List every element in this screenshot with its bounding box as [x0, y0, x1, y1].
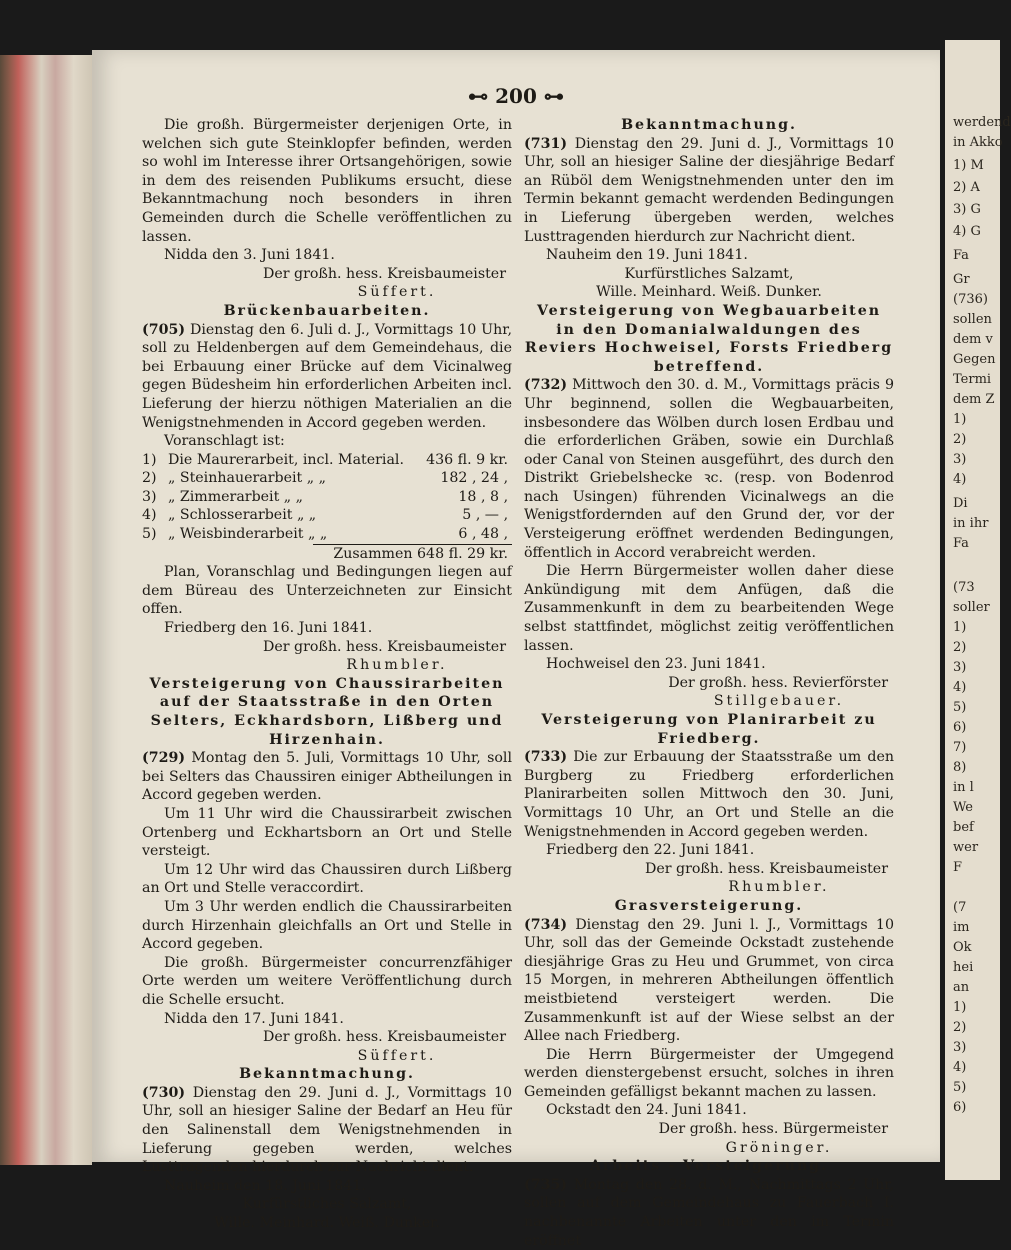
next-page-edge	[945, 40, 1011, 1180]
next-page-fragment: 3)	[953, 1040, 967, 1055]
next-page-fragment: 1)	[953, 412, 967, 427]
next-page-fragment: (73	[953, 580, 975, 595]
next-page-fragment: 8)	[953, 760, 967, 775]
next-page-fragment: 3)	[953, 660, 967, 675]
notice-signature-title: Der großh. hess. Kreisbaumeister	[644, 860, 888, 877]
notice-number-705: (705)	[142, 321, 186, 338]
next-page-fragment: im	[953, 920, 970, 935]
notice-number-734: (734)	[524, 916, 568, 933]
next-page-fragment: bef	[953, 820, 974, 835]
notice-heading-733: Versteigerung von Planirarbeit zu Friedberg.	[541, 712, 877, 747]
notice-signature-title: Der großh. hess. Kreisbaumeister	[262, 265, 506, 282]
notice-heading-734: Grasversteigerung.	[614, 897, 804, 914]
next-page-fragment: 4) G	[953, 224, 981, 239]
notice-text-730: Dienstag den 29. Juni d. J., Vormittags 10 Uhr, soll an hiesiger Saline der Bedarf an Heu für den Salinenstall dem Wenigstnehmenden in Lieferung gegeben werden, welches Lusttragenden hierdurch zur Nachricht dient.	[142, 1084, 512, 1176]
notice-heading-732: Versteigerung von Wegbauarbeiten in den Domanialwaldungen des Reviers Hochweisel, Forsts Friedberg betreffend.	[524, 302, 894, 375]
next-page-fragment: 2)	[953, 432, 967, 447]
notice-heading-735: Arbeits - Versteigerung.	[589, 1158, 829, 1175]
next-page-fragment: 4)	[953, 1060, 967, 1075]
next-page-fragment: 2) A	[953, 180, 980, 195]
notice-heading-705: Brückenbauarbeiten.	[223, 302, 431, 319]
notice-signature-name: Süffert.	[357, 284, 437, 301]
next-page-fragment: soller	[953, 600, 990, 615]
notice-place-date: Hochweisel den 23. Juni 1841.	[546, 656, 766, 673]
notice-signature-title: Der großh. hess. Bürgermeister	[658, 1121, 888, 1138]
next-page-fragment: Termi	[953, 372, 992, 387]
estimate-intro: Voranschlagt ist:	[164, 433, 285, 450]
next-page-fragment: 4)	[953, 680, 967, 695]
notice-text-705: Dienstag den 6. Juli d. J., Vormittags 10 Uhr, soll zu Heldenbergen auf dem Gemeindehaus, die bei Erbauung einer Brücke auf dem Vicinalweg gegen Büdesheim hin erforderlichen Arbeiten incl. Lieferung der hierzu nöthigen Materialien an die Wenigstnehmenden in Accord gegeben werden.	[142, 321, 512, 431]
next-page-fragment: Di	[953, 496, 968, 511]
estimate-item: 5) „ Weisbinderarbeit „ „ 6 ‚ 48 ‚	[142, 526, 508, 543]
next-page-fragment: wer	[953, 840, 979, 855]
notice-text-735: Montag den 28. d. M., Nachmittags 2 Uhr, sollen auf dem Gemeindehaus zu Fauerbach I. nachbenannte Arbeiten unter den im Termin eröffnet	[524, 1176, 895, 1249]
next-page-fragment: hei	[953, 960, 974, 975]
next-page-fragment: 6)	[953, 720, 967, 735]
notice-text-731: Dienstag den 29. Juni d. J., Vormittags 10 Uhr, soll an hiesiger Saline der diesjährige Bedarf an Rüböl dem Wenigstnehmenden unter den im Termin bekannt gemacht werdenden Bedingungen in Lieferung übergeben werden, welches Lusttragenden hierdurch zur Nachricht dient.	[524, 135, 894, 245]
next-page-fragment: (7	[953, 900, 967, 915]
next-page-fragment: 3)	[953, 452, 967, 467]
notice-number-735: (735)	[524, 1176, 568, 1193]
notice-number-729: (729)	[142, 750, 186, 767]
next-page-fragment: 1)	[953, 620, 967, 635]
notice-signature-name: Wille. Meinhard. Weiß. Dunker.	[214, 1215, 440, 1232]
notice-number-730: (730)	[142, 1084, 186, 1101]
notice-signature-name: Stillgebauer.	[713, 693, 845, 710]
notice-text: Um 3 Uhr werden endlich die Chaussirarbeiten durch Hirzenhain gleichfalls an Ort und Stelle in Accord gegeben.	[142, 898, 512, 953]
next-page-fragment: sollen	[953, 312, 992, 327]
next-page-fragment: 1)	[953, 1000, 967, 1015]
notice-place-date: Nidda den 3. Juni 1841.	[164, 247, 335, 264]
right-column	[524, 116, 894, 1250]
next-page-fragment: 7)	[953, 740, 967, 755]
next-page-fragment: 3) G	[953, 202, 981, 217]
next-page-fragment: 6)	[953, 1100, 967, 1115]
notice-signature-name: Gröninger.	[725, 1139, 833, 1156]
next-page-fragment: in Akko	[953, 135, 1003, 150]
book-edge-left	[0, 55, 92, 1165]
next-page-fragment: 5)	[953, 700, 967, 715]
notice-number-731: (731)	[524, 135, 568, 152]
notice-text-729: Montag den 5. Juli, Vormittags 10 Uhr, soll bei Selters das Chaussiren einiger Abtheilungen in Accord gegeben werden.	[142, 750, 512, 804]
notice-place-date: Nauheim den 19. Juni 1841.	[546, 247, 748, 264]
estimate-item: 1) Die Maurerarbeit, incl. Material. 436 fl. 9 kr.	[142, 451, 508, 468]
next-page-fragment: Ok	[953, 940, 972, 955]
notice-signature-title: Der großh. hess. Kreisbaumeister	[262, 1029, 506, 1046]
page-number: ⊷ 200 ⊶	[468, 84, 564, 108]
notice-text-plan: Plan, Voranschlag und Bedingungen liegen auf dem Büreau des Unterzeichneten zur Einsicht offen.	[142, 564, 512, 618]
notice-number-732: (732)	[524, 377, 568, 394]
notice-heading-729: Versteigerung von Chaussirarbeiten auf der Staatsstraße in den Orten Selters, Eckhardsborn, Lißberg und Hirzenhain.	[149, 675, 505, 748]
notice-place-date: Nidda den 17. Juni 1841.	[164, 1010, 344, 1027]
notice-signature-name: Rhumbler.	[346, 657, 448, 674]
notice-signature-title: Kurfürstliches Salzamt,	[242, 1196, 412, 1213]
next-page-fragment: 5)	[953, 1080, 967, 1095]
notice-text: Um 12 Uhr wird das Chaussiren durch Lißberg an Ort und Stelle veraccordirt.	[142, 861, 512, 897]
notice-text-734: Dienstag den 29. Juni l. J., Vormittags 10 Uhr, soll das der Gemeinde Ockstadt zustehende diesjährige Gras zu Heu und Grummet, von circa 15 Morgen, in mehreren Abtheilungen öffentlich meistbietend versteigert werden. Die Zusammenkunft ist auf der Wiese selbst an der Allee nach Friedberg.	[524, 916, 894, 1045]
estimate-total: Zusammen 648 fl. 29 kr.	[142, 544, 512, 564]
notice-heading-731: Bekanntmachung.	[621, 117, 797, 133]
notice-signature-title: Der großh. hess. Kreisbaumeister	[262, 638, 506, 655]
notice-signature-name: Süffert.	[357, 1047, 437, 1064]
next-page-fragment: Fa	[953, 248, 969, 263]
notice-text: Die großh. Bürgermeister derjenigen Orte, in welchen sich gute Steinklopfer befinden, werden so wohl im Interesse ihrer Ortsangehörigen, sowie in dem des reisenden Publikums ersucht, diese Bekanntmachung noch besonders in ihren Gemeinden durch die Schelle veröffentlichen zu lassen.	[142, 117, 512, 245]
next-page-fragment: (736)	[953, 292, 988, 307]
estimate-list	[142, 451, 512, 564]
next-page-fragment: in l	[953, 780, 974, 795]
next-page-fragment: Fa	[953, 536, 969, 551]
notice-place-date: Ockstadt den 24. Juni 1841.	[546, 1102, 747, 1119]
estimate-item: 2) „ Steinhauerarbeit „ „ 182 ‚ 24 ‚	[142, 470, 508, 487]
left-column	[142, 116, 512, 1233]
notice-signature-name: Rhumbler.	[728, 879, 830, 896]
next-page-fragment: an	[953, 980, 970, 995]
notice-text-733: Die zur Erbauung der Staatsstraße um den Burgberg zu Friedberg erforderlichen Planirarbeiten sollen Mittwoch den 30. Juni, Vormittags 10 Uhr, an Ort und Stelle an die Wenigstnehmenden in Accord gegeben werden.	[524, 749, 894, 840]
next-page-fragment: werdend	[953, 115, 1011, 130]
notice-signature-title: Der großh. hess. Revierförster	[668, 674, 888, 691]
next-page-fragment: 4)	[953, 472, 967, 487]
book-page	[92, 50, 940, 1249]
notice-signature-name: Wille. Meinhard. Weiß. Dunker.	[596, 284, 822, 301]
notice-place-date: Nauheim den 18. Juni 1841.	[164, 1177, 366, 1194]
next-page-fragment: dem v	[953, 332, 993, 347]
notice-heading-730: Bekanntmachung.	[239, 1066, 415, 1083]
notice-place-date: Friedberg den 22. Juni 1841.	[546, 842, 755, 859]
estimate-item: 3) „ Zimmerarbeit „ „ 18 ‚ 8 ‚	[142, 488, 508, 505]
next-page-fragment: Gegen	[953, 352, 996, 367]
notice-text: Die großh. Bürgermeister concurrenzfähiger Orte werden um weitere Veröffentlichung durch die Schelle ersucht.	[142, 954, 512, 1008]
notice-number-733: (733)	[524, 749, 568, 766]
next-page-fragment: 1) M	[953, 158, 984, 173]
next-page-fragment: F	[953, 860, 963, 875]
notice-text: Die Herrn Bürgermeister wollen daher diese Ankündigung mit dem Anfügen, daß die Zusammenkunft in dem zu bearbeitenden Wege selbst stattfindet, möglichst zeitig veröffentlichen lassen.	[524, 563, 894, 654]
notice-text-732: Mittwoch den 30. d. M., Vormittags präcis 9 Uhr beginnend, sollen die Wegbauarbeiten, insbesondere das Wölben durch losen Erdbau und die erforderlichen Gräben, sowie ein Durchlaß oder Canal von Steinen ausgeführt, des durch den Distrikt Griebelshecke ꝛc. (resp. von Bodenrod nach Usingen) führenden Vicinalwegs an die Wenigstfordernden auf den Grund der, vor der Versteigerung eröffnet werdenden Bedingungen, öffentlich in Accord verabreicht werden.	[524, 377, 894, 561]
notice-place-date: Friedberg den 16. Juni 1841.	[164, 620, 373, 637]
next-page-fragment: 2)	[953, 640, 967, 655]
next-page-fragment: 2)	[953, 1020, 967, 1035]
next-page-fragment: We	[953, 800, 973, 815]
next-page-fragment: Gr	[953, 272, 970, 287]
next-page-fragment: dem Z	[953, 392, 995, 407]
notice-text: Um 11 Uhr wird die Chaussirarbeit zwischen Ortenberg und Eckhartsborn an Ort und Stelle versteigt.	[142, 805, 512, 860]
notice-text: Die Herrn Bürgermeister der Umgegend werden dienstergebenst ersucht, solches in ihren Gemeinden gefälligst bekannt machen zu lassen.	[524, 1046, 894, 1100]
notice-signature-title: Kurfürstliches Salzamt,	[624, 265, 794, 282]
estimate-item: 4) „ Schlosserarbeit „ „ 5 ‚ — ‚	[142, 507, 508, 524]
next-page-fragment: in ihr	[953, 516, 989, 531]
